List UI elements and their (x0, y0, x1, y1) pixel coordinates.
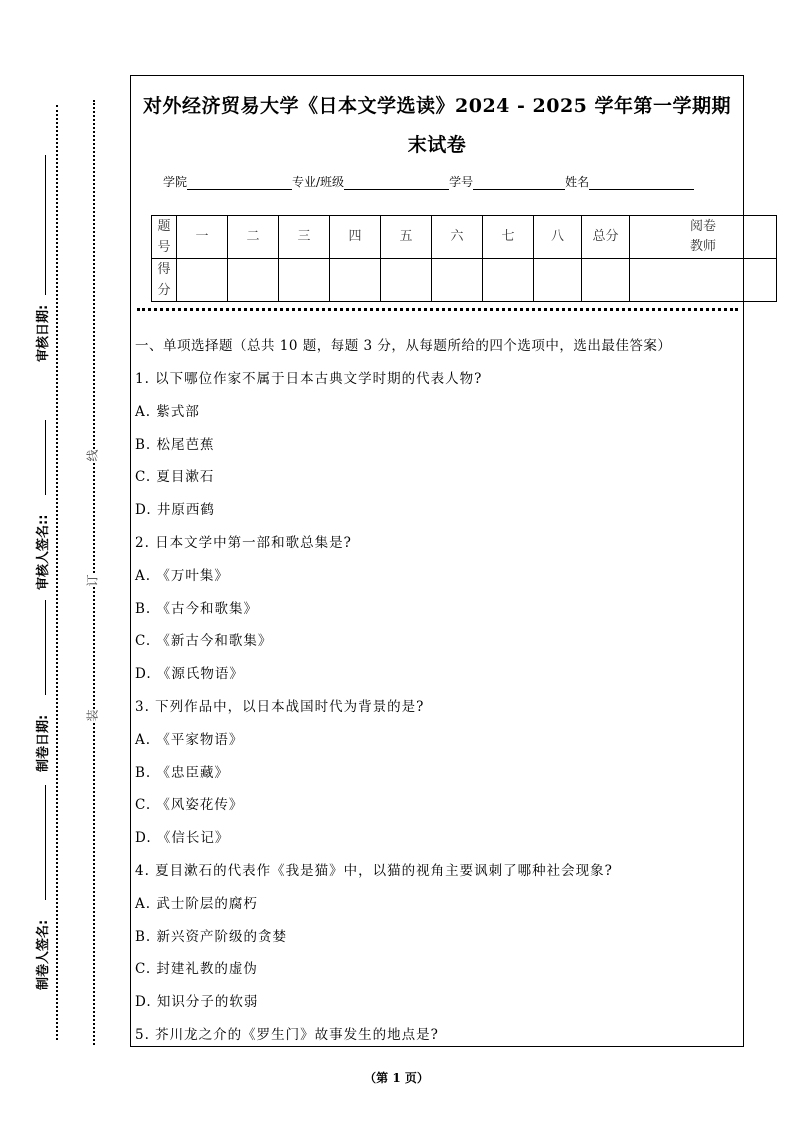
separator-dotted-line (137, 308, 738, 311)
maker-sign-label: 制卷人签名: (36, 919, 51, 990)
answer-option: B. 《忠臣藏》 (135, 764, 230, 781)
answer-option: B. 《古今和歌集》 (135, 600, 259, 617)
score-header-cell: 题 号 (152, 216, 177, 259)
score-cell[interactable] (432, 259, 483, 302)
seal-mark-pack: 装 (85, 709, 100, 722)
score-cell[interactable] (279, 259, 330, 302)
question-text: 5. 芥川龙之介的《罗生门》故事发生的地点是? (135, 1027, 439, 1043)
score-header-cell: 总分 (582, 216, 630, 259)
score-header-cell: 五 (381, 216, 432, 259)
answer-option: A. 《平家物语》 (135, 731, 244, 748)
score-cell[interactable] (330, 259, 381, 302)
student-info (163, 173, 694, 190)
score-cell[interactable] (483, 259, 534, 302)
answer-option: C. 《新古今和歌集》 (135, 633, 273, 650)
score-cell[interactable] (630, 259, 777, 302)
answer-option: B. 新兴资产阶级的贪婪 (135, 928, 288, 945)
answer-option: A. 武士阶层的腐朽 (135, 895, 258, 912)
binding-dotted-line (56, 105, 58, 1040)
section-heading: 一、单项选择题（总共 10 题，每题 3 分，从每题所给的四个选项中，选出最佳答案） (135, 338, 672, 354)
score-cell[interactable] (228, 259, 279, 302)
reviewer-sign-label: 审核人签名:: (36, 514, 51, 590)
answer-option: A. 《万叶集》 (135, 567, 229, 584)
score-row-label: 得 分 (152, 259, 177, 302)
answer-option: D. 井原西鹤 (135, 502, 215, 519)
student-id-field[interactable] (473, 175, 565, 190)
answer-option: D. 知识分子的软弱 (135, 994, 259, 1011)
seal-dotted-line (93, 100, 95, 1045)
page-number: （第 1 页） (364, 1071, 429, 1085)
answer-option: D. 《源氏物语》 (135, 666, 244, 683)
score-header-cell: 七 (483, 216, 534, 259)
exam-title-line2: 末试卷 (407, 134, 467, 156)
answer-option: C. 《风姿花传》 (135, 797, 244, 814)
answer-option: C. 封建礼教的虚伪 (135, 961, 258, 978)
question-text: 3. 下列作品中，以日本战国时代为背景的是? (135, 699, 425, 715)
review-date-label: 审核日期: (36, 304, 51, 362)
major-field[interactable] (344, 175, 449, 190)
name-field[interactable] (589, 175, 694, 190)
college-label: 学院 (163, 175, 188, 189)
score-table (151, 215, 777, 302)
score-header-cell: 一 (177, 216, 228, 259)
score-header-cell: 八 (534, 216, 582, 259)
question-text: 1. 以下哪位作家不属于日本古典文学时期的代表人物? (135, 371, 483, 387)
exam-title-line1: 对外经济贸易大学《日本文学选读》2024 - 2025 学年第一学期期 (143, 95, 731, 117)
score-cell[interactable] (177, 259, 228, 302)
major-label: 专业/班级 (292, 175, 345, 189)
seal-mark-line: 线 (85, 449, 100, 462)
score-header-cell: 二 (228, 216, 279, 259)
make-date-label: 制卷日期: (36, 714, 51, 772)
answer-option: A. 紫式部 (135, 403, 200, 420)
question-text: 4. 夏目漱石的代表作《我是猫》中，以猫的视角主要讽刺了哪种社会现象? (135, 863, 613, 879)
maker-sign-line (45, 785, 46, 900)
name-label: 姓名 (565, 175, 590, 189)
make-date-line (45, 600, 46, 695)
score-header-cell: 四 (330, 216, 381, 259)
answer-option: C. 夏目漱石 (135, 469, 215, 486)
score-cell[interactable] (381, 259, 432, 302)
college-field[interactable] (187, 175, 292, 190)
answer-option: D. 《信长记》 (135, 830, 230, 847)
reviewer-sign-line (45, 420, 46, 495)
question-text: 2. 日本文学中第一部和歌总集是? (135, 535, 352, 551)
review-date-line (45, 155, 46, 295)
student-id-label: 学号 (449, 175, 474, 189)
score-header-cell: 阅卷 教师 (630, 216, 777, 259)
score-cell[interactable] (534, 259, 582, 302)
score-cell[interactable] (582, 259, 630, 302)
score-header-cell: 六 (432, 216, 483, 259)
score-header-cell: 三 (279, 216, 330, 259)
seal-mark-bind: 订 (85, 574, 100, 587)
answer-option: B. 松尾芭蕉 (135, 436, 215, 453)
